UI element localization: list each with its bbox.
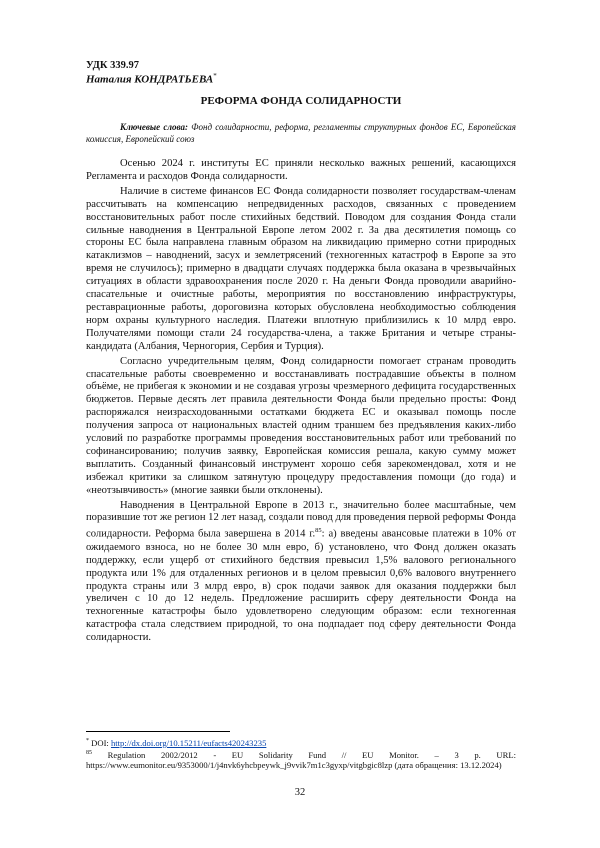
footnote-85: [86, 748, 516, 771]
doi-label: DOI:: [91, 737, 111, 748]
doi-link[interactable]: http://dx.doi.org/10.15211/eufacts420243235: [110, 737, 267, 748]
paragraph-text: Наводнения в Центральной Европе в 2013 г., значительно более масштабные, чем поразившие тот же регион 12 лет назад, создали повод для проведения первой реформы Фонда солидарности. Реформа была завершена в 2014 г.: [86, 499, 516, 540]
paragraph: Осенью 2024 г. институты ЕС приняли несколько важных решений, касающихся Регламента и расходов Фонда солидарности.: [86, 158, 516, 182]
udc-code: УДК 339.97: [86, 60, 139, 71]
footnote-text: Regulation 2002/2012 - EU Solidarity Fund // EU Monitor. – 3 р. URL: https://www.eumonitor.eu/9353000/1/j4nvk6yhcbpeywk_j9vvik7m1c3gyxp/vitgbgic8lzp (дата обращения: 13.12.2024): [86, 749, 517, 771]
author-name: Наталия КОНДРАТЬЕВА: [86, 73, 214, 86]
article-title: РЕФОРМА ФОНДА СОЛИДАРНОСТИ: [200, 95, 402, 107]
article-body: [86, 158, 516, 647]
footnote-separator: [86, 731, 230, 732]
footnote-marker: 85: [86, 750, 92, 756]
keywords-text: Фонд солидарности, реформа, регламенты структурных фондов ЕС, Европейская комиссия, Европейский союз: [86, 122, 516, 144]
author-line: [86, 72, 217, 86]
keywords-label: Ключевые слова:: [120, 122, 188, 132]
keywords: [86, 122, 516, 145]
page-number: 32: [294, 787, 306, 798]
paragraph: Наличие в системе финансов ЕС Фонда солидарности позволяет государствам-членам рассчитывать на компенсацию непредвиденных расходов, связанных с проведением восстановительных работ после стихийных бедствий. Поводом для создания Фонда стали сильные наводнения в Центральной Европе летом 2002 г. За два десятилетия помощь со стороны ЕС была направлена главным образом на ликвидацию примерно сотни природных катаклизмов – наводнений, засух и землетрясений (техногенных катастроф в Европе за это время не случилось); примерно в двадцати случаях поддержка была оказана в чрезвычайных ситуациях в области здравоохранения после 2020 г. На деньги Фонда проводили аварийно-спасательные и очистные работы, мероприятия по восстановлению инфраструктуры, реставрационные работы, дороговизна которых обусловлена необходимостью соблюдения норм охраны культурного наследия. Платежи вплотную приблизились к 10 млрд евро. Получателями помощи стали 24 государства-члена, а также Британия и четыре страны-кандидата (Албания, Черногория, Сербия и Турция).: [86, 185, 516, 352]
footnote-doi: [86, 736, 516, 748]
paragraph-text: : а) введены авансовые платежи в 10% от ожидаемого взноса, но не более 30 млн евро, б) установлено, что Фонд должен оказать поддержку, если ущерб от стихийного бедствия превысил 1,5% валового регионального продукта или 1% для отдаленных регионов и в целом превысил 0,6% валового внутреннего продукта страны или 3 млрд евро, в) срок подачи заявок для оказания поддержки был увеличен с 10 до 12 недель. Предложение расширить сферу деятельности Фонда на техногенные катастрофы было удовлетворено следующим образом: если техногенная катастрофа стала следствием природной, то она подпадает под сферу деятельности Фонда солидарности.: [86, 528, 517, 644]
footnote-marker: *: [86, 738, 89, 744]
paragraph: Согласно учредительным целям, Фонд солидарности помогает странам проводить спасательные работы своевременно и восстанавливать пострадавшие объекты в полном объёме, не прибегая к экономии и не создавая угрозы чрезмерного дефицита государственных бюджетов. Первые десять лет правила деятельности Фонда были предельно просты: Фонд распоряжался неизрасходованными остатками бюджета ЕС и оказывал помощь после получения запроса от национальных властей одним траншем без предъявления каких-либо условий по разработке программы проведения восстановительных работ или требований по софинансированию; получив заявку, Европейская комиссия решала, какую сумму может выплатить. Созданный финансовый инструмент хорошо себя зарекомендовал, хотя и не избежал критики за слишком затянутую процедуру предоставления помощи (до года) и «неотзывчивость» (многие заявки были отклонены).: [86, 355, 516, 496]
paragraph: [86, 500, 516, 646]
author-footnote-marker[interactable]: *: [213, 72, 217, 80]
footnote-reference[interactable]: 85: [315, 527, 322, 535]
